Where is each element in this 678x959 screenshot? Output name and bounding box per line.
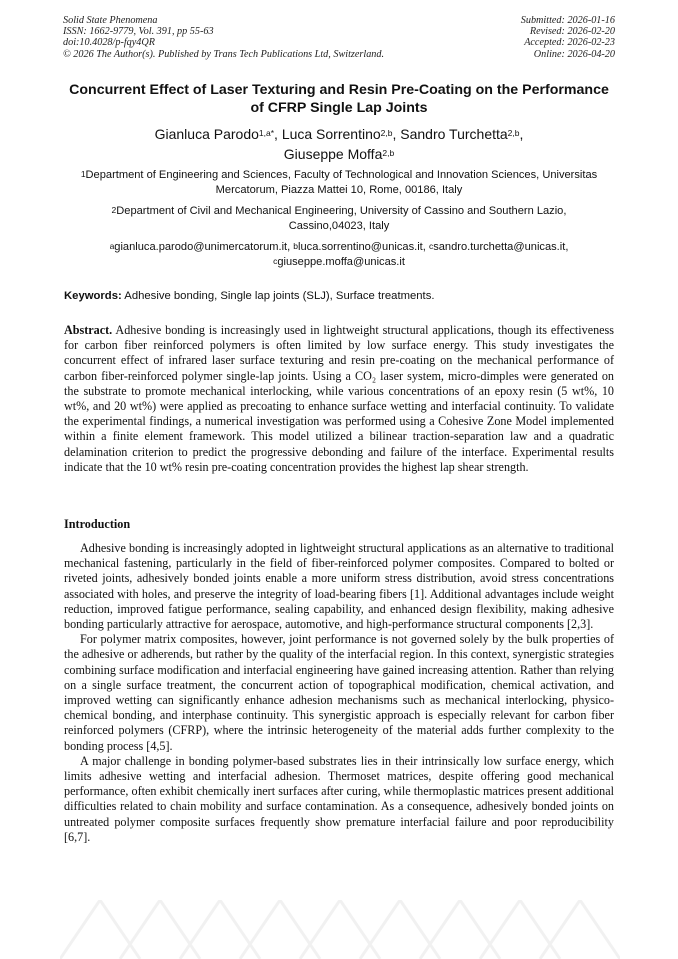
paragraph: For polymer matrix composites, however, joint performance is not governed solely by the bulk properties of the adhesive or adherends, but rather by the quality of the interfacial region. In this context, synergistic strategies combining surface modification and interfacial engineering have gained increasing attention. Rather than relying on a single surface treatment, the concurrent action of topographical modification, chemical activation, and improved wetting can significantly enhance adhesion mechanisms such as mechanical interlocking, physico-chemical bonding, and interphase continuity. This synergistic approach is especially relevant for carbon fiber reinforced polymers (CFRP), where the intrinsic heterogeneity of the material adds further complexity to the bonding process [4,5]. xyxy=(64,632,614,753)
affiliation-1 xyxy=(74,168,604,198)
author-name: Luca Sorrentino xyxy=(281,126,381,142)
affiliation-2 xyxy=(74,204,604,234)
email-sup: c xyxy=(273,256,278,266)
revised-date: Revised: 2026-02-20 xyxy=(529,26,615,38)
author-name: Sandro Turchetta xyxy=(400,126,508,142)
keywords-label: Keywords: xyxy=(64,290,122,302)
email-sup: b xyxy=(293,241,299,251)
online-date: Online: 2026-04-20 xyxy=(533,48,615,60)
copyright-line: © 2026 The Author(s). Published by Trans Tech Publications Ltd, Switzerland. xyxy=(63,48,385,60)
section-heading-introduction: Introduction xyxy=(64,517,131,531)
journal-name: Solid State Phenomena xyxy=(63,15,158,26)
doi-line[interactable]: doi:10.4028/p-fqy4QR xyxy=(63,37,155,49)
keywords-text: Adhesive bonding, Single lap joints (SLJ), Surface treatments. xyxy=(124,290,435,302)
keywords xyxy=(64,289,614,304)
author-sup: 1,a* xyxy=(258,128,275,138)
author-list: Gianluca Parodo$^{1,a*}$, Luca Sorrentino$^{2,b}$, Sandro Turchetta$^{2,b}$, Giuseppe Moffa$^{2,b}$ xyxy=(154,126,524,162)
submitted-date: Submitted: 2026-01-16 xyxy=(520,15,615,26)
abstract-text: Adhesive bonding is increasingly used in lightweight structural applications, though its effectiveness for carbon fiber reinforced polymers is often limited by low surface energy. This study investigates the concurrent effect of infrared laser surface texturing and resin pre-coating on the mechanical performance of carbon fiber-reinforced polymer single-lap joints. Using a CO₂ laser system, micro-dimples were generated on the substrate to promote mechanical interlocking, while various concentrations of an epoxy resin (5 wt%, 10 wt%, and 20 wt%) were applied as precoating to enhance surface wetting and interfacial continuity. To validate the experimental findings, a numerical investigation was performed using a Cohesive Zone Model implemented within a finite element framework. This model utilized a bilinear traction-separation law and a quadratic delamination criterion to predict the progressive debonding and failure of the interface. Experimental results indicate that the 10 wt% resin pre-coating concentration provides the highest lap shear strength. xyxy=(64,323,614,474)
email-sup: a xyxy=(109,241,115,251)
watermark-pattern xyxy=(60,900,620,959)
author-name: Giuseppe Moffa xyxy=(283,146,383,162)
introduction-body xyxy=(64,541,614,845)
dates-info xyxy=(521,15,615,60)
accepted-date: Accepted: 2026-02-23 xyxy=(524,37,615,49)
paragraph: Adhesive bonding is increasingly adopted in lightweight structural applications as an alternative to traditional mechanical fastening, particularly in the field of fiber-reinforced polymer composites. Compared to bolted or riveted joints, adhesively bonded joints enable a more uniform stress distribution, avoid stress concentrations associated with holes, and preserve the integrity of load-bearing fibers [1]. Additional advantages include weight reduction, improved fatigue performance, sealing capability, and enhanced design flexibility, making adhesive bonding particularly attractive for aerospace, automotive, and high-performance structural components [2,3]. xyxy=(64,541,614,632)
journal-info xyxy=(63,15,384,60)
author-sup: 2,b xyxy=(382,148,395,158)
affiliation-text: Department of Civil and Mechanical Engineering, University of Cassino and Southern Lazio, Cassino,04023, Italy xyxy=(116,205,567,232)
affiliation-sup: 1 xyxy=(80,169,86,179)
issn-line: ISSN: 1662-9779, Vol. 391, pp 55-63 xyxy=(63,26,214,38)
author-sup: 2,b xyxy=(507,128,520,138)
paragraph: A major challenge in bonding polymer-based substrates lies in their intrinsically low surface energy, which limits adhesive wetting and interfacial adhesion. Thermoset matrices, despite offering good mechanical performance, often exhibit chemically inert surfaces after curing, while thermoplastic matrices present additional difficulties related to chain mobility and surface contamination. As a consequence, adhesively bonded joints on untreated polymer composite surfaces frequently show premature interfacial failure and poor reproducibility [6,7]. xyxy=(64,753,614,844)
email-link[interactable]: giuseppe.moffa@unicas.it xyxy=(277,256,405,268)
email-link[interactable]: gianluca.parodo@unimercatorum.it xyxy=(114,241,288,253)
author-emails: $^a$gianluca.parodo@unimercatorum.it, $^b$luca.sorrentino@unicas.it, $^c$sandro.turchetta@unicas.it, $^c$giuseppe.moffa@unicas.it xyxy=(109,241,569,268)
author-sup: 2,b xyxy=(380,128,393,138)
email-sup: c xyxy=(428,241,434,251)
email-link[interactable]: sandro.turchetta@unicas.it xyxy=(433,241,566,253)
paper-title: Concurrent Effect of Laser Texturing and Resin Pre-Coating on the Performance of CFRP Single Lap Joints xyxy=(69,82,609,116)
author-name: Gianluca Parodo xyxy=(154,126,259,142)
email-link[interactable]: luca.sorrentino@unicas.it xyxy=(298,241,423,253)
abstract-label: Abstract. xyxy=(64,323,113,337)
affiliation-text: Department of Engineering and Sciences, Faculty of Technological and Innovation Sciences, Universitas Mercatorum, Piazza Mattei 10, Rome, 00186, Italy xyxy=(85,169,598,196)
abstract xyxy=(64,323,614,475)
affiliation-sup: 2 xyxy=(111,205,117,215)
